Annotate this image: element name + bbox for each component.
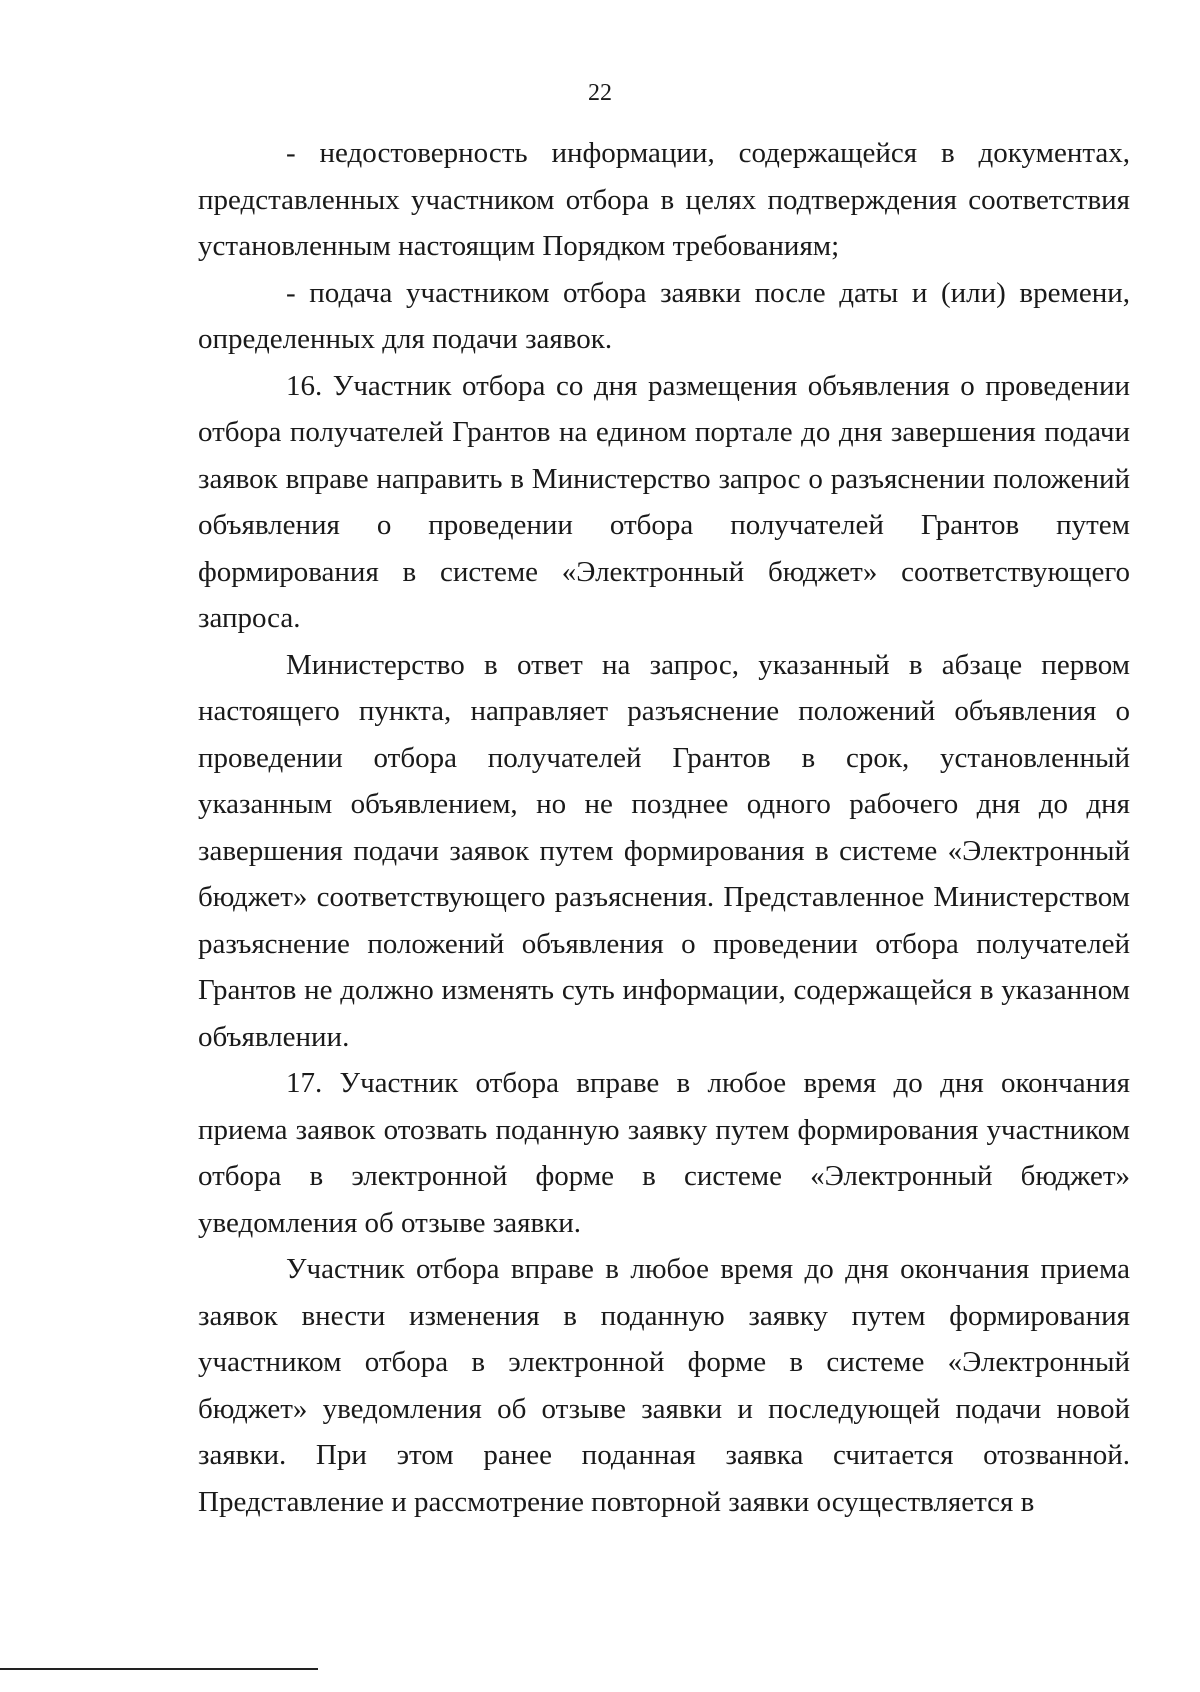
paragraph: - подача участником отбора заявки после даты и (или) времени, определенных для подачи заявок. xyxy=(198,276,1130,355)
footnote-separator-line xyxy=(0,1668,318,1670)
paragraph: Участник отбора вправе в любое время до дня окончания приема заявок внести изменения в поданную заявку путем формирования участником отбора в электронной форме в системе «Электронный бюджет» уведомления об отзыве заявки и последующей подачи новой заявки. При этом ранее поданная заявка считается отозванной. Представление и рассмотрение повторной заявки осуществляется в xyxy=(198,1253,1130,1518)
paragraph: - недостоверность информации, содержащейся в документах, представленных участником отбора в целях подтверждения соответствия установленным настоящим Порядком требованиям; xyxy=(198,137,1130,262)
paragraph: 17. Участник отбора вправе в любое время до дня окончания приема заявок отозвать поданную заявку путем формирования участником отбора в электронной форме в системе «Электронный бюджет» уведомления об отзыве заявки. xyxy=(198,1067,1130,1239)
paragraph: Министерство в ответ на запрос, указанный в абзаце первом настоящего пункта, направляет разъяснение положений объявления о проведении отбора получателей Грантов в срок, установленный указанным объявлением, но не позднее одного рабочего дня до дня завершения подачи заявок путем формирования в системе «Электронный бюджет» соответствующего разъяснения. Представленное Министерством разъяснение положений объявления о проведении отбора получателей Грантов не должно изменять суть информации, содержащейся в указанном объявлении. xyxy=(198,648,1130,1053)
page-number: 22 xyxy=(588,80,612,106)
paragraph: 16. Участник отбора со дня размещения объявления о проведении отбора получателей Грантов на едином портале до дня завершения подачи заявок вправе направить в Министерство запрос о разъяснении положений объявления о проведении отбора получателей Грантов путем формирования в системе «Электронный бюджет» соответствующего запроса. xyxy=(198,369,1130,634)
document-body xyxy=(198,130,1130,1525)
